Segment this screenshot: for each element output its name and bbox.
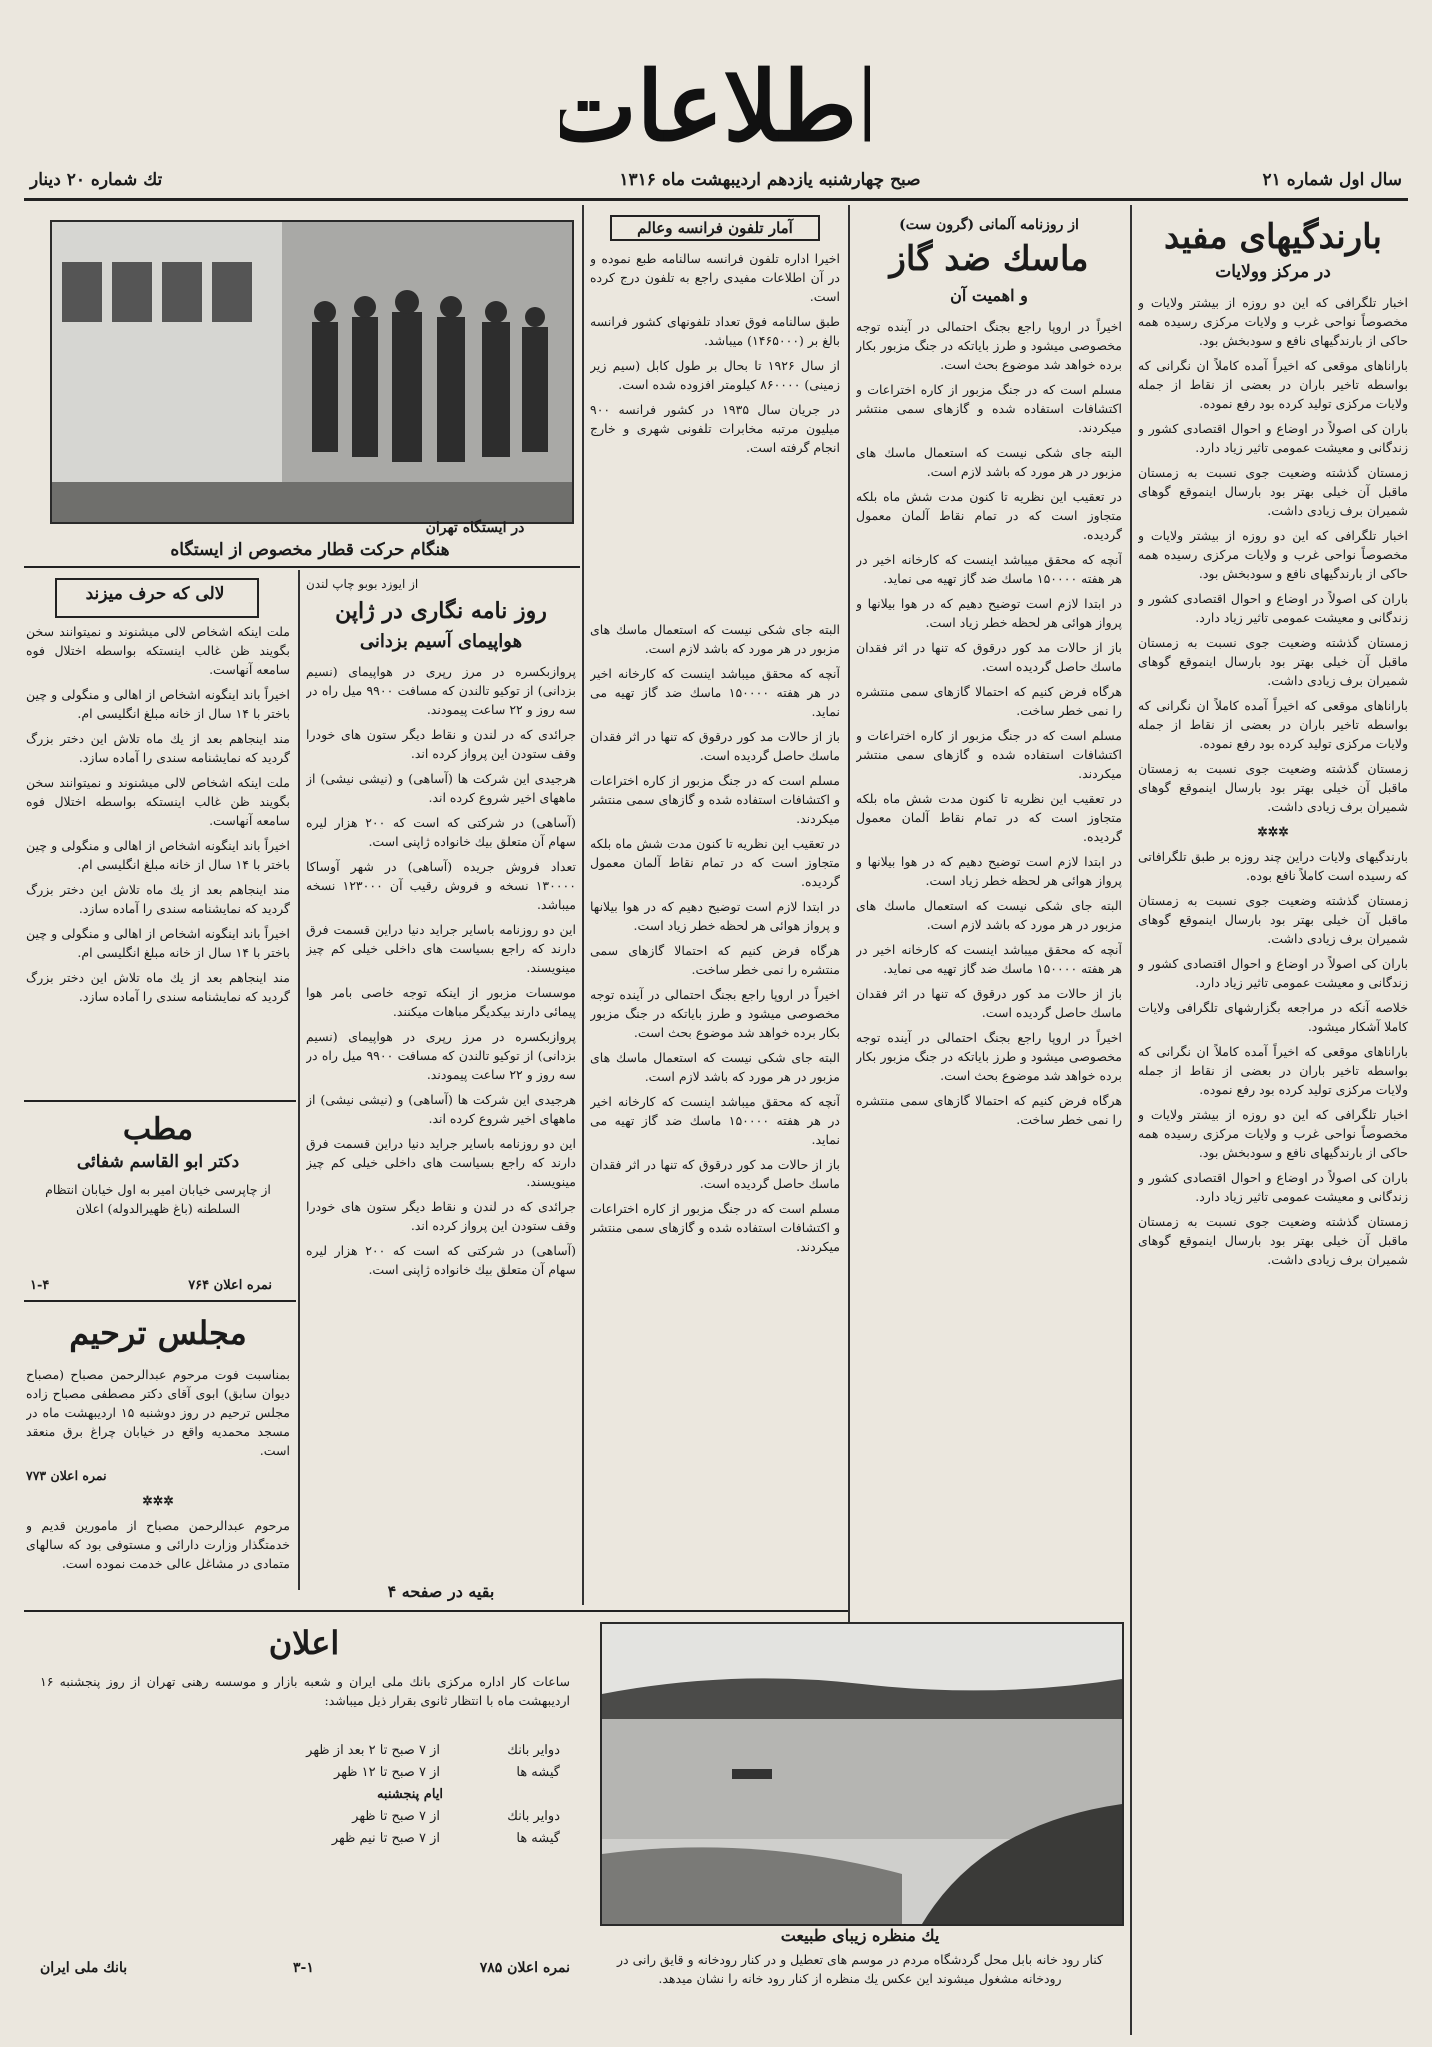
paragraph: البته جاى شكى نيست كه استعمال ماسك هاى مزبور در هر مورد كه باشد لازم است.: [856, 898, 1122, 932]
paragraph: مند اينجاهم بعد از يك ماه تلاش اين دختر بزرگ گرديد كه نمايشنامه سندى را آماده سازد.: [26, 970, 290, 1004]
paragraph: باز از حالات مد كور درقوق كه تنها در اثر فقدان ماسك حاصل گرديده است.: [590, 1157, 840, 1191]
paragraph: مسلم است كه در جنگ مزبور از كاره اختراعات و اكتشافات استفاده شده و گازهاى سمى منتشر ميكردند.: [856, 728, 1122, 781]
paragraph: در ابتدا لازم است توضيح دهيم كه در هوا بيلانها و پرواز هوائى هر لحظه خطر زياد است.: [856, 854, 1122, 888]
paragraph: آنچه كه محقق ميباشد اينست كه كارخانه اخير در هر هفته ۱۵۰۰۰۰ ماسك ضد گاز تهيه مى نمايد.: [590, 1094, 840, 1147]
paragraph: البته جاى شكى نيست كه استعمال ماسك هاى مزبور در هر مورد كه باشد لازم است.: [590, 1050, 840, 1084]
paragraph: در ابتدا لازم است توضيح دهيم كه در هوا بيلانها و پرواز هوائى هر لحظه خطر زياد است.: [590, 899, 840, 933]
masthead-title: اطلاعات: [560, 50, 870, 163]
paragraph: بارندگيهاى ولايات دراين چند روزه بر طبق تلگرافاتى كه رسيده است كاملاً نافع بوده.: [1138, 849, 1408, 883]
paragraph: مسلم است كه در جنگ مزبور از كاره اختراعات و اكتشافات استفاده شده و گازهاى سمى منتشر ميكردند.: [590, 773, 840, 826]
paragraph: آنچه كه محقق ميباشد اينست كه كارخانه اخير در هر هفته ۱۵۰۰۰۰ ماسك ضد گاز تهيه مى نمايد.: [856, 942, 1122, 976]
paragraph: اخيراً باند اينگونه اشخاص از اهالى و منگولى و چين باختر با ۱۴ سال از خانه مبلغ انگليسى ام.: [26, 926, 290, 960]
column-rule: [848, 205, 850, 1805]
paragraph: اخيرا اداره تلفون فرانسه سالنامه طبع نموده و در آن اطلاعات مفيدى راجع به تلفون درج كرده است.: [590, 251, 840, 304]
paragraph: باران كى اصولاً در اوضاع و احوال اقتصادى كشور و زندگانى و معيشت عمومى تاثير زياد دارد.: [1138, 591, 1408, 625]
photo-description: كنار رود خانه بابل محل گردشگاه مردم در موسم هاى تعطيل و در كنار رودخانه و قايق رانى در رودخانه مشغول ميشوند اين عكس يك منظره از كنار رود خانه را نشان ميدهد.: [617, 1952, 1103, 1986]
stars-separator: ✲✲✲: [142, 1493, 174, 1508]
paragraph: زمستان گذشته وضعيت جوى نسبت به زمستان ماقبل آن خيلى بهتر بود بارسال اينموقع گوهاى شميران برف زيادى داشت.: [1138, 465, 1408, 518]
paragraph: باراناهاى موقعى كه اخيراً آمده كاملاً ان نگرانى كه بواسطه تاخير باران در بعضى از نقاط از جمله ولايات مركزى توليد كرده بود رفع نموده.: [1138, 1044, 1408, 1097]
paragraph: اخبار تلگرافى كه اين دو روزه از بيشتر ولايات و مخصوصاً نواحى غرب و ولايات مركزى رسيده همه حاكى از بارندگيهاى نافع و سودبخش بود.: [1138, 1107, 1408, 1160]
ad-row-label: دواير بانك: [507, 1809, 560, 1824]
paragraph: باراناهاى موقعى كه اخيراً آمده كاملاً ان نگرانى كه بواسطه تاخير باران در بعضى از نقاط از جمله ولايات مركزى توليد كرده بود رفع نموده.: [1138, 698, 1408, 751]
article-gas-mask: [856, 215, 1122, 1795]
paragraph: اخبار تلگرافى كه اين دو روزه از بيشتر ولايات و مخصوصاً نواحى غرب و ولايات مركزى رسيده همه حاكى از بارندگيهاى نافع و سودبخش بود.: [1138, 528, 1408, 581]
article-title: ماسك ضد گاز: [889, 239, 1089, 279]
paragraph: هرگاه فرض كنيم كه احتمالا گازهاى سمى منتشره را نمى خطر ساخت.: [590, 943, 840, 977]
section-rule: [24, 566, 580, 568]
paragraph: البته جاى شكى نيست كه استعمال ماسك هاى مزبور در هر مورد كه باشد لازم است.: [856, 445, 1122, 479]
article-title: لالى كه حرف ميزند: [85, 584, 225, 604]
article-title: بارندگيهاى مفيد: [1164, 217, 1382, 257]
clinic-address: از چاپرسى خيابان امير به اول خيابان انتظام السلطنه (باغ ظهيرالدوله) اعلان: [45, 1182, 271, 1216]
memorial-notice: [26, 1365, 290, 1605]
paragraph: اخيراً در اروپا راجع بجنگ احتمالى در آينده توجه مخصوصى ميشود و طرز باياتكه در جنگ مزبور بكار برده خواهد شد موضوع بحث است.: [856, 319, 1122, 372]
paragraph: البته جاى شكى نيست كه استعمال ماسك هاى مزبور در هر مورد كه باشد لازم است.: [590, 622, 840, 656]
ad-row-label: گيشه ها: [516, 1831, 560, 1846]
ad-title: اعلان: [268, 1624, 340, 1662]
article-telephone-stats: [590, 215, 840, 610]
ad-row-value: از ۷ صبح تا ۲ بعد از ظهر: [306, 1743, 440, 1758]
paragraph: ملت اينكه اشخاص لالى ميشنوند و نميتوانند سخن بگويند ظن غالب اينستكه بواسطه اختلال فوه سامعه آنهاست.: [26, 775, 290, 828]
paragraph: اخيراً در اروپا راجع بجنگ احتمالى در آينده توجه مخصوصى ميشود و طرز باياتكه در جنگ مزبور بكار برده خواهد شد موضوع بحث است.: [590, 987, 840, 1040]
paragraph: در ابتدا لازم است توضيح دهيم كه در هوا بيلانها و پرواز هوائى هر لحظه خطر زياد است.: [856, 596, 1122, 630]
article-title: آمار تلفون فرانسه وعالم: [610, 215, 820, 241]
paragraph: هرجيدى اين شركت ها (آساهى) و (نيشى نيشى) از ماههاى اخير شروع كرده اند.: [306, 1092, 576, 1126]
paragraph: خلاصه آنكه در مراجعه بگزارشهاى تلگرافى ولايات كاملا آشكار ميشود.: [1138, 1000, 1408, 1034]
photo-caption: هنگام حركت قطار مخصوص از ايستگاه: [170, 540, 450, 560]
paragraph: (آساهى) در شركتى كه است كه ۲۰۰ هزار ليره سهام آن متعلق بيك خانواده ژاپنى است.: [306, 1243, 576, 1277]
article-source: از روزنامه آلمانى (گرون ست): [899, 217, 1079, 233]
paragraph: اين دو روزنامه باساير جرايد دنيا دراين قسمت فرق دارند كه راجع بسياست هاى داخلى خيلى كم چيز مينويسند.: [306, 922, 576, 975]
paragraph: اخيراً باند اينگونه اشخاص از اهالى و منگولى و چين باختر با ۱۴ سال از خانه مبلغ انگليسى ام.: [26, 838, 290, 872]
ad-row-label: گيشه ها: [516, 1765, 560, 1780]
column-rule: [1130, 205, 1132, 2035]
ad-code: ۳-۱: [293, 1960, 314, 1976]
paragraph: باران كى اصولاً در اوضاع و احوال اقتصادى كشور و زندگانى و معيشت عمومى تاثير زياد دارد.: [1138, 421, 1408, 455]
paragraph: زمستان گذشته وضعيت جوى نسبت به زمستان ماقبل آن خيلى بهتر بود بارسال اينموقع گوهاى شميران برف زيادى داشت.: [1138, 1214, 1408, 1267]
paragraph: جرائدى كه در لندن و نقاط ديگر ستون هاى خودرا وقف ستودن اين پرواز كرده اند.: [306, 727, 576, 761]
article-subtitle: و اهميت آن: [950, 286, 1028, 305]
article-rainfall: [1138, 215, 1408, 2025]
article-japan-press: [306, 575, 576, 1605]
article-source: از ايوزد بوبو چاپ لندن: [306, 577, 419, 591]
masthead-calligraphy: [560, 48, 870, 168]
paragraph: زمستان گذشته وضعيت جوى نسبت به زمستان ماقبل آن خيلى بهتر بود بارسال اينموقع گوهاى شميران برف زيادى داشت.: [1138, 893, 1408, 946]
ad-holiday: ايام پنجشنبه: [376, 1787, 444, 1802]
paragraph: در تعقيب اين نظريه تا كنون مدت شش ماه بلكه متجاوز است كه در تمام نقاط آلمان معمول گرديده.: [856, 489, 1122, 542]
issue-date: صبح چهارشنبه يازدهم ارديبهشت ماه ۱۳۱۶: [619, 170, 921, 190]
paragraph: مسلم است كه در جنگ مزبور از كاره اختراعات و اكتشافات استفاده شده و گازهاى سمى منتشر ميكردند.: [590, 1201, 840, 1254]
article-subtitle: در مركز وولايات: [1215, 262, 1331, 282]
article-gas-mask-cont: [590, 620, 840, 1600]
photo-river-landscape: [600, 1622, 1124, 1926]
issue-number: سال اول شماره ۲۱: [1262, 170, 1402, 190]
paragraph: مند اينجاهم بعد از يك ماه تلاش اين دختر بزرگ گرديد كه نمايشنامه سندى را آماده سازد.: [26, 882, 290, 916]
paragraph: از سال ۱۹۲۶ تا بحال بر طول كابل (سيم زير زمينى) ۸۶۰۰۰۰ كيلومتر افزوده شده است.: [590, 358, 840, 392]
paragraph: باران كى اصولاً در اوضاع و احوال اقتصادى كشور و زندگانى و معيشت عمومى تاثير زياد دارد.: [1138, 1170, 1408, 1204]
paragraph: هرگاه فرض كنيم كه احتمالا گازهاى سمى منتشره را نمى خطر ساخت.: [856, 684, 1122, 718]
paragraph: باز از حالات مد كور درقوق كه تنها در اثر فقدان ماسك حاصل گرديده است.: [856, 640, 1122, 674]
stars-separator: ✲✲✲: [1257, 824, 1289, 839]
ad-row-label: دواير بانك: [507, 1743, 560, 1758]
ad-number: نمره اعلان ۷۸۵: [479, 1960, 570, 1976]
issue-price: تك شماره ۲۰ دينار: [30, 170, 163, 190]
masthead-logo: [560, 48, 870, 168]
paragraph: در جريان سال ۱۹۳۵ در كشور فرانسه ۹۰۰ ميليون مرتبه مخابرات تلفونى شهرى و خارج انجام گرفته است.: [590, 402, 840, 455]
paragraph: هرگاه فرض كنيم كه احتمالا گازهاى سمى منتشره را نمى خطر ساخت.: [856, 1093, 1122, 1127]
paragraph: زمستان گذشته وضعيت جوى نسبت به زمستان ماقبل آن خيلى بهتر بود بارسال اينموقع گوهاى شميران برف زيادى داشت.: [1138, 761, 1408, 814]
photo-caption: يك منظره زيباى طبيعت: [780, 1926, 940, 1945]
paragraph: آنچه كه محقق ميباشد اينست كه كارخانه اخير در هر هفته ۱۵۰۰۰۰ ماسك ضد گاز تهيه مى نمايد.: [590, 666, 840, 719]
section-rule: [24, 1610, 848, 1612]
paragraph: زمستان گذشته وضعيت جوى نسبت به زمستان ماقبل آن خيلى بهتر بود بارسال اينموقع گوهاى شميران برف زيادى داشت.: [1138, 635, 1408, 688]
paragraph: اخبار تلگرافى كه اين دو روزه از بيشتر ولايات و مخصوصاً نواحى غرب و ولايات مركزى رسيده همه حاكى از بارندگيهاى نافع و سودبخش بود.: [1138, 295, 1408, 348]
paragraph: باز از حالات مد كور درقوق كه تنها در اثر فقدان ماسك حاصل گرديده است.: [856, 986, 1122, 1020]
paragraph: اخيراً باند اينگونه اشخاص از اهالى و منگولى و چين باختر با ۱۴ سال از خانه مبلغ انگليسى ام.: [26, 687, 290, 721]
article-subtitle: هواپيماى آسيم بزدانى: [359, 631, 523, 652]
paragraph: پروازبكسره در مرز رپرى در هواپيماى (نسيم بزدانى) از توكيو تالندن كه مسافت ۹۹۰۰ ميل راه در سه روز و ۲۲ ساعت پيمودند.: [306, 1029, 576, 1082]
ad-row-value: از ۷ صبح تا ۱۲ ظهر: [334, 1765, 440, 1780]
column-rule: [582, 205, 584, 1605]
paragraph: اين دو روزنامه باساير جرايد دنيا دراين قسمت فرق دارند كه راجع بسياست هاى داخلى خيلى كم چيز مينويسند.: [306, 1136, 576, 1189]
paragraph: در تعقيب اين نظريه تا كنون مدت شش ماه بلكه متجاوز است كه در تمام نقاط آلمان معمول گرديده.: [856, 791, 1122, 844]
section-rule: [24, 1100, 296, 1102]
paragraph: پروازبكسره در مرز رپرى در هواپيماى (نسيم بزدانى) از توكيو تالندن كه مسافت ۹۹۰۰ ميل راه در سه روز و ۲۲ ساعت پيمودند.: [306, 664, 576, 717]
paragraph: موسسات مزبور از اينكه توجه خاصى بامر هوا پيمائى دارند بيكديگر مباهات ميكنند.: [306, 985, 576, 1019]
ad-row-value: از ۷ صبح تا ظهر: [352, 1809, 440, 1824]
paragraph: باز از حالات مد كور درقوق كه تنها در اثر فقدان ماسك حاصل گرديده است.: [590, 729, 840, 763]
memorial-ad-number: نمره اعلان ۷۷۳: [26, 1468, 107, 1483]
masthead-rule: [24, 198, 1408, 201]
clinic-title: مطب: [122, 1112, 194, 1147]
article-title: روز نامه نگارى در ژاپن: [335, 598, 547, 624]
clinic-ad-code: ۱-۴: [30, 1278, 50, 1293]
section-rule: [24, 1300, 296, 1302]
paragraph: ملت اينكه اشخاص لالى ميشنوند و نميتوانند سخن بگويند ظن غالب اينستكه بواسطه اختلال فوه سامعه آنهاست.: [26, 624, 290, 677]
ad-schedule: [260, 1740, 560, 1850]
paragraph: مسلم است كه در جنگ مزبور از كاره اختراعات و اكتشافات استفاده شده و گازهاى سمى منتشر ميكردند.: [856, 382, 1122, 435]
continued-note: بقيه در صفحه ۴: [387, 1582, 495, 1601]
ad-row-value: از ۷ صبح تا نيم ظهر: [331, 1831, 440, 1846]
article-speaking-mute: [26, 622, 290, 1092]
paragraph: مرحوم عبدالرحمن مصباح از مامورين قديم و خدمتگذار وزارت دارائى و مستوفى بود كه سالهاى متمادى در مشاغل عالى خدمت نموده است.: [26, 1518, 290, 1571]
clinic-ad-number: نمره اعلان ۷۶۴: [188, 1278, 272, 1293]
paragraph: بمناسبت فوت مرحوم عبدالرحمن مصباح (مصباح ديوان سابق) ابوى آقاى دكتر مصطفى مصباح زاده مجلس ترحيم در روز دوشنبه ۱۵ ارديبهشت ماه در مسجد محمديه واقع در خيابان چراغ برق منعقد است.: [26, 1367, 290, 1458]
paragraph: هرجيدى اين شركت ها (آساهى) و (نيشى نيشى) از ماههاى اخير شروع كرده اند.: [306, 771, 576, 805]
ad-intro: ساعات كار اداره مركزى بانك ملى ايران و شعبه بازار و موسسه رهنى تهران از روز پنجشنبه ۱۶ ارديبهشت ماه با انتظار ثانوى بقرار ذيل ميباشد:: [40, 1674, 570, 1708]
paragraph: در تعقيب اين نظريه تا كنون مدت شش ماه بلكه متجاوز است كه در تمام نقاط آلمان معمول گرديده.: [590, 836, 840, 889]
paragraph: باران كى اصولاً در اوضاع و احوال اقتصادى كشور و زندگانى و معيشت عمومى تاثير زياد دارد.: [1138, 956, 1408, 990]
paragraph: باراناهاى موقعى كه اخيراً آمده كاملاً ان نگرانى كه بواسطه تاخير باران در بعضى از نقاط از جمله ولايات مركزى توليد كرده بود رفع نموده.: [1138, 358, 1408, 411]
paragraph: تعداد فروش جريده (آساهى) در شهر آوساكا ۱۳۰۰۰۰ نسخه و فروش رقيب آن ۱۲۳۰۰۰ نسخه ميباشد.: [306, 859, 576, 912]
clinic-doctor: دكتر ابو القاسم شفائى: [76, 1152, 240, 1172]
paragraph: اخيراً در اروپا راجع بجنگ احتمالى در آينده توجه مخصوصى ميشود و طرز باياتكه در جنگ مزبور بكار برده خواهد شد موضوع بحث است.: [856, 1030, 1122, 1083]
photo-caption-small: در ايستگاه تهران: [425, 520, 525, 536]
ad-signer: بانك ملى ايران: [40, 1960, 128, 1976]
photo-train-station: [50, 220, 574, 524]
ad-footer: [40, 1960, 570, 1976]
memorial-title: مجلس ترحيم: [69, 1314, 247, 1352]
paragraph: طبق سالنامه فوق تعداد تلفونهاى كشور فرانسه بالغ بر (۱۴۶۵۰۰۰) ميباشد.: [590, 314, 840, 348]
paragraph: (آساهى) در شركتى كه است كه ۲۰۰ هزار ليره سهام آن متعلق بيك خانواده ژاپنى است.: [306, 815, 576, 849]
column-rule: [298, 570, 300, 1590]
paragraph: آنچه كه محقق ميباشد اينست كه كارخانه اخير در هر هفته ۱۵۰۰۰۰ ماسك ضد گاز تهيه مى نمايد.: [856, 552, 1122, 586]
paragraph: جرائدى كه در لندن و نقاط ديگر ستون هاى خودرا وقف ستودن اين پرواز كرده اند.: [306, 1199, 576, 1233]
paragraph: مند اينجاهم بعد از يك ماه تلاش اين دختر بزرگ گرديد كه نمايشنامه سندى را آماده سازد.: [26, 731, 290, 765]
